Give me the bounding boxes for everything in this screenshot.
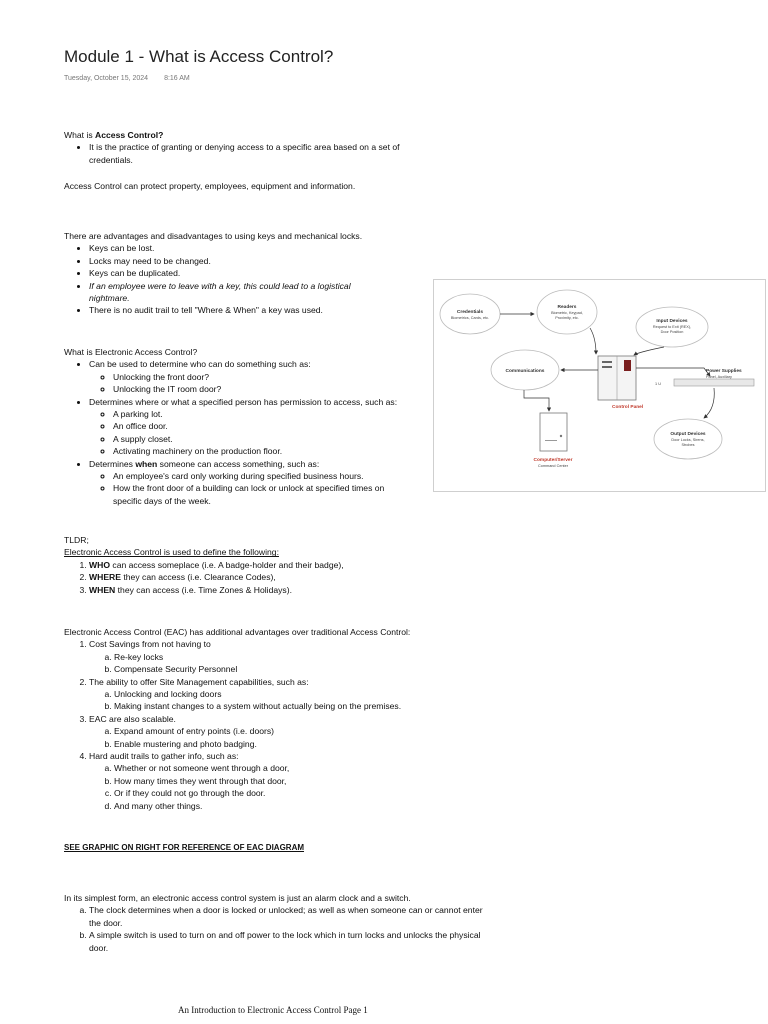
svg-text:Readers: Readers	[557, 305, 577, 310]
keys-heading: There are advantages and disadvantages to using keys and mechanical locks.	[64, 231, 363, 241]
list-item: • Keys can be lost.	[89, 242, 379, 254]
intro-question: What is Access Control?	[64, 130, 164, 140]
svg-text:Power Supplies: Power Supplies	[706, 369, 742, 374]
eac-diagram	[433, 279, 766, 492]
page-footer: An Introduction to Electronic Access Control Page 1	[178, 1005, 368, 1015]
svg-text:Communications: Communications	[505, 369, 545, 374]
list-item: • It is the practice of granting or denying access to a specific area based on a set of credentials.	[89, 141, 409, 166]
list-item: b. How many times they went through that door,	[114, 775, 464, 787]
advantages-heading: Electronic Access Control (EAC) has additional advantages over traditional Access Control:	[64, 627, 411, 637]
list-item: 3. WHEN they can access (i.e. Time Zones & Holidays).	[89, 584, 424, 596]
simple-list	[64, 904, 484, 954]
intro-section	[64, 129, 424, 166]
svg-text:Biometric, Keypad,: Biometric, Keypad,	[551, 311, 583, 315]
list-item: a. Unlocking and locking doors	[114, 688, 464, 700]
tldr-label: TLDR;	[64, 535, 89, 545]
list-item: b. Enable mustering and photo badging.	[114, 738, 464, 750]
list-item: a. The clock determines when a door is locked or unlocked; as well as when someone can or cannot enter the door.	[89, 904, 484, 929]
list-item: b. Compensate Security Personnel	[114, 663, 464, 675]
credentials-node	[440, 294, 500, 334]
list-item: ◦ Unlocking the IT room door?	[113, 383, 409, 395]
svg-text:Request to Exit (REX),: Request to Exit (REX),	[652, 325, 692, 329]
svg-text:1 U: 1 U	[655, 382, 661, 386]
list-item: ◦ Activating machinery on the production floor.	[113, 445, 409, 457]
tldr-list	[64, 559, 424, 596]
output-devices-node	[654, 419, 722, 459]
eac-list	[64, 358, 409, 507]
svg-text:Credentials: Credentials	[456, 310, 484, 315]
svg-text:Command Center: Command Center	[538, 464, 568, 468]
list-item: 1. WHO can access someplace (i.e. A badge-holder and their badge),	[89, 559, 424, 571]
page-title: Module 1 - What is Access Control?	[64, 47, 334, 66]
list-item: • Locks may need to be changed.	[89, 255, 379, 267]
list-item: a. Whether or not someone went through a door,	[114, 762, 464, 774]
list-item: ◦ A parking lot.	[113, 408, 409, 420]
input-devices-node	[636, 307, 708, 347]
svg-text:Proximity, etc.: Proximity, etc.	[555, 316, 579, 320]
keys-list	[64, 242, 379, 316]
svg-text:Output Devices: Output Devices	[670, 432, 706, 437]
list-item: 1. Cost Savings from not having to a. Re-key locks b. Compensate Security Personnel	[89, 638, 464, 675]
list-item: 4. Hard audit trails to gather info, such as: a. Whether or not someone went through a door, b. How many times they went through that door, c. Or if they could not go through the door. d. And many other things.	[89, 750, 464, 812]
list-item: ◦ How the front door of a building can lock or unlock at specified times on specific days of the week.	[113, 482, 409, 507]
page-time: 8:16 AM	[164, 75, 190, 82]
list-item: ◦ Unlocking the front door?	[113, 371, 409, 383]
svg-text:Control Panel: Control Panel	[612, 405, 644, 410]
eac-diagram-svg	[434, 280, 765, 491]
svg-text:Door Position: Door Position	[660, 330, 684, 334]
see-graphic-note: SEE GRAPHIC ON RIGHT FOR REFERENCE OF EAC DIAGRAM	[64, 843, 305, 852]
svg-text:Door Locks, Sirens,: Door Locks, Sirens,	[671, 438, 705, 442]
simple-heading: In its simplest form, an electronic access control system is just an alarm clock and a switch.	[64, 893, 411, 903]
readers-node	[537, 290, 597, 334]
svg-text:Strobes: Strobes	[681, 443, 695, 447]
list-item: • Determines when someone can access something, such as: ◦ An employee's card only working during specified business hours. ◦ How the front door of a building can lock or unlock at specified times on specific days of the week.	[89, 458, 409, 508]
page-meta	[64, 73, 190, 85]
advantages-section	[64, 626, 464, 812]
intro-protect: Access Control can protect property, employees, equipment and information.	[64, 181, 356, 191]
advantages-list	[64, 638, 464, 812]
keys-section	[64, 230, 424, 317]
eac-heading: What is Electronic Access Control?	[64, 347, 198, 357]
svg-text:Computer/Server: Computer/Server	[533, 458, 573, 463]
list-item: 3. EAC are also scalable. a. Expand amount of entry points (i.e. doors) b. Enable mustering and photo badging.	[89, 713, 464, 750]
list-item: a. Expand amount of entry points (i.e. doors)	[114, 725, 464, 737]
list-item: 2. WHERE they can access (i.e. Clearance Codes),	[89, 571, 424, 583]
list-item: ◦ An employee's card only working during specified business hours.	[113, 470, 409, 482]
power-supplies-node	[655, 368, 754, 386]
list-item: ◦ An office door.	[113, 420, 409, 432]
computer-server-node	[534, 413, 573, 468]
svg-text:Panel, Auxiliary: Panel, Auxiliary	[706, 375, 732, 379]
intro-list	[64, 141, 409, 166]
list-item: • There is no audit trail to tell "Where & When" a key was used.	[89, 304, 379, 316]
list-item: • Keys can be duplicated.	[89, 267, 379, 279]
tldr-underline: Electronic Access Control is used to define the following:	[64, 547, 279, 558]
list-item: 2. The ability to offer Site Management capabilities, such as: a. Unlocking and locking doors b. Making instant changes to a system without actually being on the premises.	[89, 676, 464, 713]
simple-section	[64, 892, 484, 954]
svg-text:Input Devices: Input Devices	[656, 319, 688, 324]
page-date: Tuesday, October 15, 2024	[64, 75, 149, 82]
list-item: d. And many other things.	[114, 800, 464, 812]
list-item: c. Or if they could not go through the door.	[114, 787, 464, 799]
list-item: • If an employee were to leave with a key, this could lead to a logistical nightmare.	[89, 280, 379, 305]
list-item: • Determines where or what a specified person has permission to access, such as: ◦ A parking lot. ◦ An office door. ◦ A supply closet. ◦ Activating machinery on the production floor.	[89, 396, 409, 458]
list-item: b. A simple switch is used to turn on and off power to the lock which in turn locks and unlocks the physical door.	[89, 929, 484, 954]
list-item: a. Re-key locks	[114, 651, 464, 663]
control-panel-node	[598, 356, 643, 410]
svg-text:Biometrics, Cards, etc.: Biometrics, Cards, etc.	[450, 316, 490, 320]
list-item: • Can be used to determine who can do something such as: ◦ Unlocking the front door? ◦ Unlocking the IT room door?	[89, 358, 409, 395]
communications-node	[491, 350, 559, 390]
tldr-section	[64, 534, 424, 596]
list-item: b. Making instant changes to a system without actually being on the premises.	[114, 700, 464, 712]
eac-section	[64, 346, 424, 507]
list-item: ◦ A supply closet.	[113, 433, 409, 445]
